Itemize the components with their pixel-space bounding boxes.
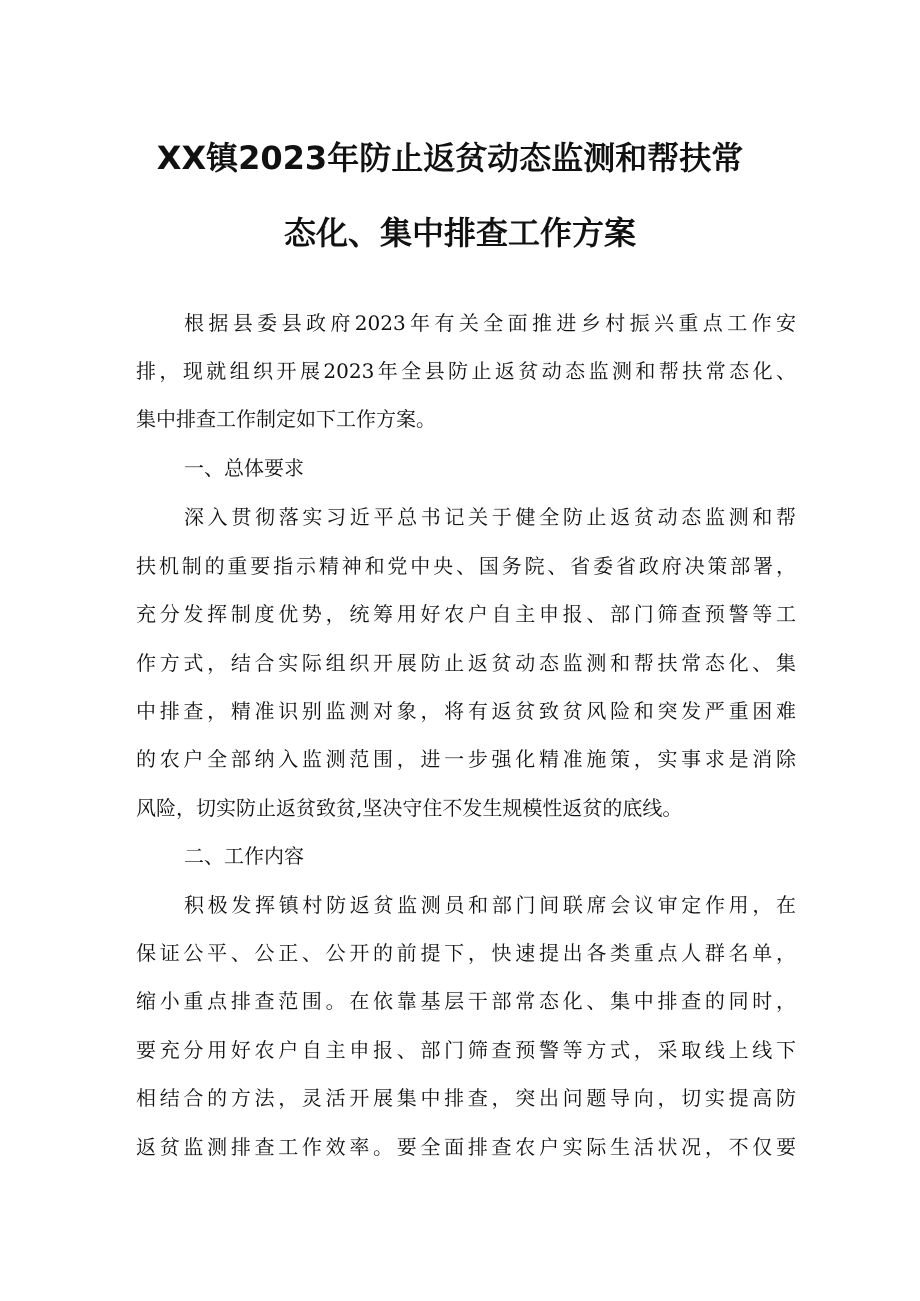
body-line: 要充分用好农户自主申报、部门筛查预警等方式，采取线上线下 [136, 1038, 796, 1062]
section-heading: 一、总体要求 [184, 456, 304, 480]
document-title-line-1: XX镇2023年防止返贫动态监测和帮扶常 [156, 139, 744, 177]
body-line: 保证公平、公正、公开的前提下，快速提出各类重点人群名单， [136, 941, 796, 965]
body-line: 排，现就组织开展2023年全县防止返贫动态监测和帮扶常态化、 [136, 359, 796, 383]
body-line: 缩小重点排查范围。在依靠基层干部常态化、集中排查的同时， [136, 989, 796, 1013]
document-title-line-2: 态化、集中排查工作方案 [283, 214, 636, 252]
body-line: 根据县委县政府2023年有关全面推进乡村振兴重点工作安 [184, 311, 796, 335]
body-line: 相结合的方法，灵活开展集中排查，突出问题导向，切实提高防 [136, 1086, 796, 1110]
body-line: 返贫监测排查工作效率。要全面排查农户实际生活状况，不仅要 [136, 1135, 796, 1159]
body-line: 的农户全部纳入监测范围，进一步强化精准施策，实事求是消除 [136, 747, 796, 771]
body-line: 充分发挥制度优势，统筹用好农户自主申报、部门筛查预警等工 [136, 602, 796, 626]
body-line: 作方式，结合实际组织开展防止返贫动态监测和帮扶常态化、集 [136, 651, 796, 675]
body-line: 中排查，精准识别监测对象，将有返贫致贫风险和突发严重困难 [136, 699, 796, 723]
body-line: 积极发挥镇村防返贫监测员和部门间联席会议审定作用，在 [184, 893, 796, 917]
body-line: 风险，切实防止返贫致贫,坚决守住不发生规模性返贫的底线。 [136, 796, 683, 820]
section-heading: 二、工作内容 [184, 844, 304, 868]
body-line: 深入贯彻落实习近平总书记关于健全防止返贫动态监测和帮 [184, 505, 796, 529]
body-line: 扶机制的重要指示精神和党中央、国务院、省委省政府决策部署， [136, 554, 796, 578]
body-line: 集中排查工作制定如下工作方案。 [136, 407, 436, 431]
